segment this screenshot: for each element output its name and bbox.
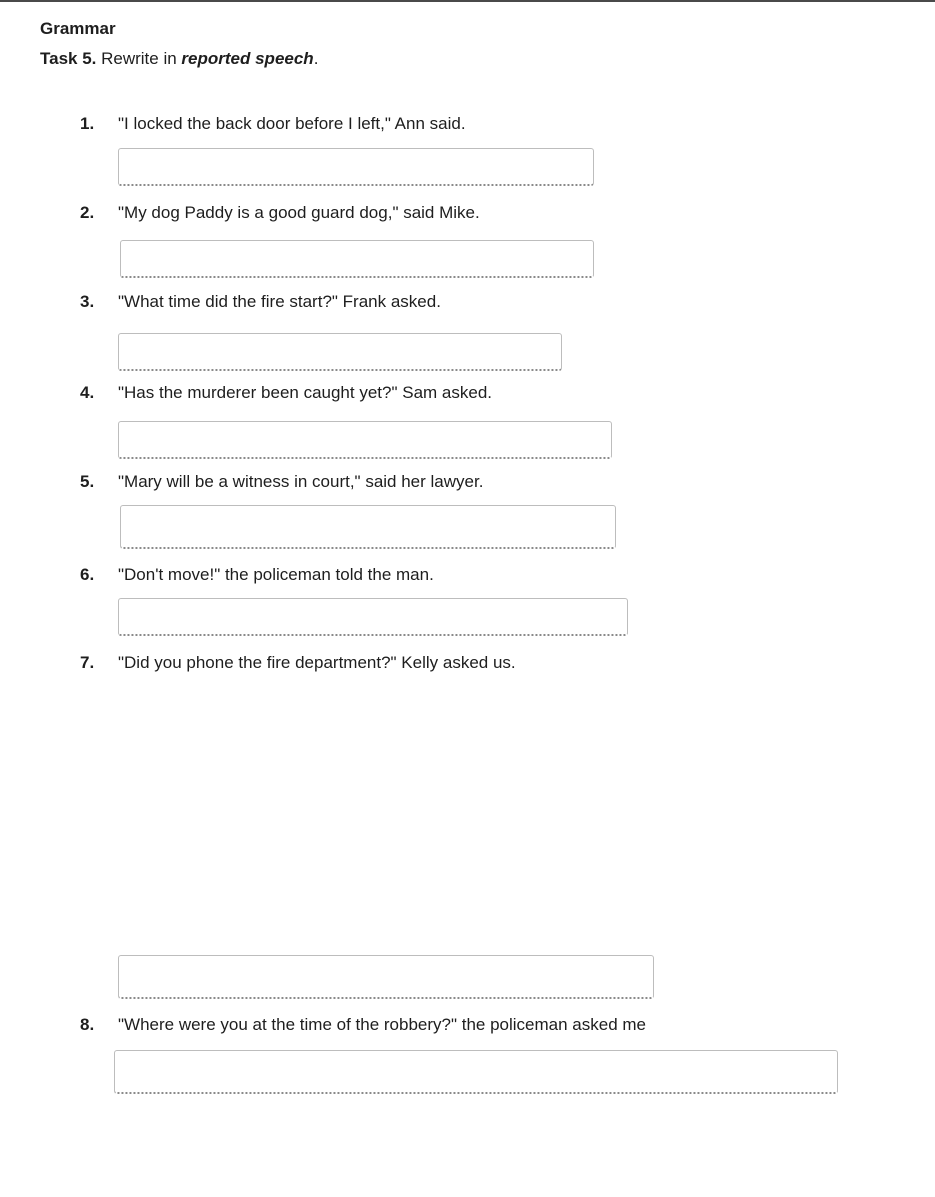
question-8 bbox=[80, 1015, 646, 1035]
answer-field-3[interactable] bbox=[118, 333, 562, 371]
question-7 bbox=[80, 653, 516, 673]
answer-field-2[interactable] bbox=[120, 240, 594, 278]
answer-field-5[interactable] bbox=[120, 505, 616, 549]
task-text: Rewrite in bbox=[96, 49, 182, 68]
question-text: "Mary will be a witness in court," said her lawyer. bbox=[118, 472, 484, 491]
answer-field-1[interactable] bbox=[118, 148, 594, 186]
question-number: 3. bbox=[80, 292, 95, 311]
question-text: "My dog Paddy is a good guard dog," said Mike. bbox=[118, 203, 480, 222]
question-6 bbox=[80, 565, 434, 585]
question-text: "Has the murderer been caught yet?" Sam asked. bbox=[118, 383, 492, 402]
question-2 bbox=[80, 203, 480, 223]
question-number: 6. bbox=[80, 565, 95, 584]
task-emphasis: reported speech bbox=[181, 49, 314, 68]
question-number: 5. bbox=[80, 472, 95, 491]
answer-field-6[interactable] bbox=[118, 598, 628, 636]
question-number: 8. bbox=[80, 1015, 95, 1034]
question-3 bbox=[80, 292, 441, 312]
question-text: "I locked the back door before I left," Ann said. bbox=[118, 114, 466, 133]
task-text-end: . bbox=[313, 49, 319, 68]
section-title: Grammar bbox=[40, 19, 116, 38]
question-number: 4. bbox=[80, 383, 95, 402]
question-number: 7. bbox=[80, 653, 95, 672]
question-text: "What time did the fire start?" Frank asked. bbox=[118, 292, 441, 311]
task-label: Task 5. bbox=[40, 49, 97, 68]
question-4 bbox=[80, 383, 492, 403]
question-number: 2. bbox=[80, 203, 95, 222]
answer-field-8[interactable] bbox=[114, 1050, 838, 1094]
task-instruction bbox=[40, 49, 318, 69]
question-1 bbox=[80, 114, 466, 134]
answer-field-7[interactable] bbox=[118, 955, 654, 999]
top-rule bbox=[0, 0, 935, 2]
question-number: 1. bbox=[80, 114, 95, 133]
question-text: "Did you phone the fire department?" Kelly asked us. bbox=[118, 653, 516, 672]
question-text: "Don't move!" the policeman told the man. bbox=[118, 565, 434, 584]
question-text: "Where were you at the time of the robbery?" the policeman asked me bbox=[118, 1015, 647, 1034]
question-5 bbox=[80, 472, 483, 492]
answer-field-4[interactable] bbox=[118, 421, 612, 459]
